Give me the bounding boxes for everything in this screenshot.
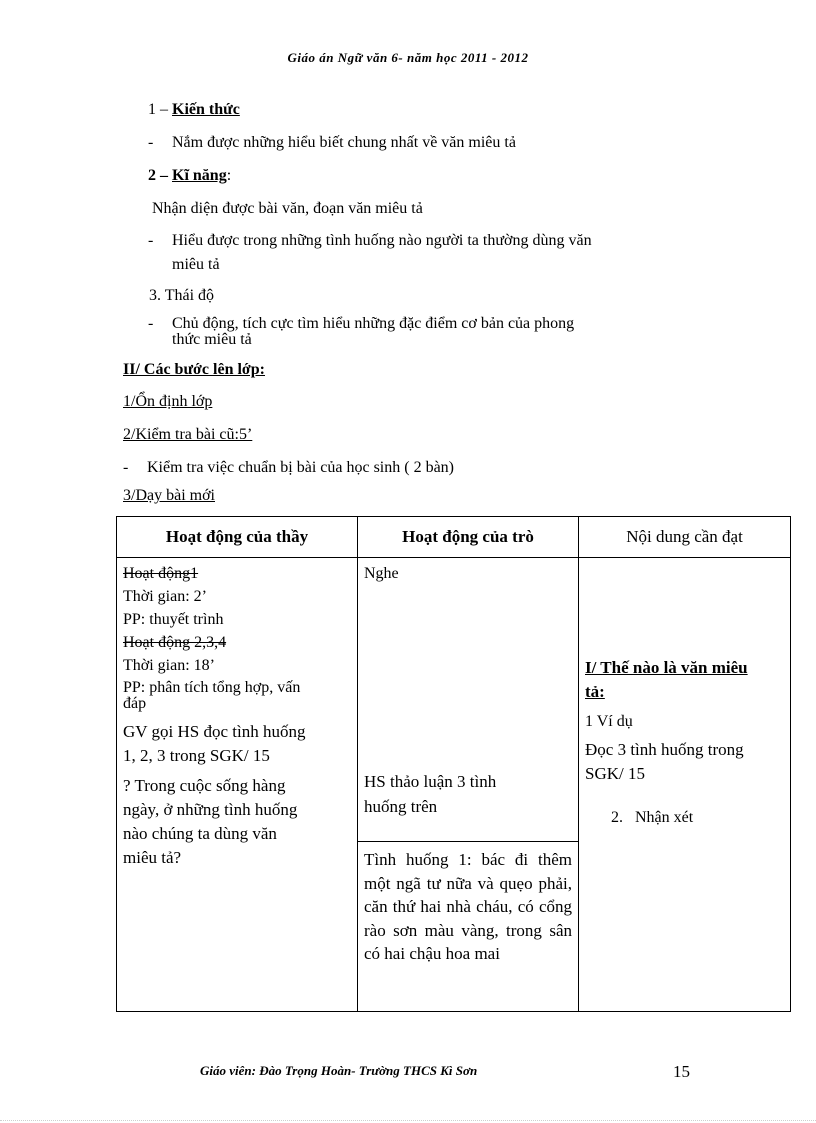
lesson-table	[116, 516, 791, 1012]
content-read	[585, 738, 784, 786]
page-footer: Giáo viên: Đào Trọng Hoàn- Trường THCS Kì Sơn	[200, 1063, 478, 1078]
attitude-item-text-1: Chủ động, tích cực tìm hiểu những đặc điểm cơ bản của phong	[172, 315, 575, 332]
content-cell	[579, 558, 791, 1012]
skills-heading	[148, 167, 231, 185]
header-teacher-text: Hoạt động của thầy	[165, 527, 309, 546]
student-cell	[358, 558, 579, 1012]
knowledge-item: - Nắm được những hiểu biết chung nhất về văn miêu tả	[148, 134, 516, 151]
skills-colon: :	[226, 167, 232, 184]
step-2-item-text: Kiểm tra việc chuẩn bị bài của học sinh ( 2 bàn)	[147, 459, 454, 476]
step-3: 3/Dạy bài mới	[123, 487, 215, 504]
header-student-text: Hoạt động của trò	[402, 527, 534, 546]
knowledge-heading	[148, 101, 240, 119]
table-header-row	[117, 517, 791, 558]
method-1: PP: thuyết trình	[123, 611, 224, 628]
skills-number: 2 –	[148, 167, 172, 184]
step-1: 1/Ổn định lớp	[123, 393, 213, 410]
student-discuss-line-1: HS thảo luận 3 tình	[364, 772, 497, 791]
method-2	[123, 680, 351, 712]
attitude-item-cont: thức miêu tả	[172, 331, 252, 348]
content-remark: 2. Nhận xét	[611, 809, 694, 826]
teacher-cell	[117, 558, 358, 1012]
step-2: 2/Kiểm tra bài cũ:5’	[123, 426, 253, 443]
steps-title: II/ Các bước lên lớp:	[123, 361, 265, 378]
content-heading	[585, 656, 784, 704]
attitude-heading: 3. Thái độ	[149, 287, 215, 304]
time-1: Thời gian: 2’	[123, 588, 207, 605]
teacher-instruction-line-2: 1, 2, 3 trong SGK/ 15	[123, 746, 270, 765]
teacher-question	[123, 774, 351, 870]
method-2-line-1: PP: phân tích tổng hợp, vấn	[123, 679, 301, 696]
teacher-instruction	[123, 720, 351, 768]
student-discuss-line-2: huống trên	[364, 797, 438, 816]
teacher-question-line-1: ? Trong cuộc sống hàng	[123, 776, 286, 795]
skills-line: Nhận diện được bài văn, đoạn văn miêu tả	[152, 200, 423, 217]
content-read-line-1: Đọc 3 tình huống trong	[585, 740, 744, 759]
teacher-instruction-line-1: GV gọi HS đọc tình huống	[123, 722, 306, 741]
page-number: 15	[673, 1062, 690, 1081]
knowledge-title: Kiến thức	[172, 101, 240, 118]
teacher-question-line-2: ngày, ở những tình huống	[123, 800, 298, 819]
student-discuss	[364, 769, 572, 819]
attitude-item: - Chủ động, tích cực tìm hiểu những đặc điểm cơ bản của phong	[148, 315, 575, 332]
activity-234: Hoạt động 2,3,4	[123, 634, 227, 651]
content-example: 1 Ví dụ	[585, 713, 633, 730]
header-teacher	[117, 517, 358, 558]
content-read-line-2: SGK/ 15	[585, 764, 645, 783]
situation-1: Tình huống 1: bác đi thêm một ngã tư nữa và quẹo phải, căn thứ hai nhà cháu, có cổng rào sơn màu vàng, trong sân có hai chậu hoa mai	[364, 850, 572, 963]
method-2-line-2: đáp	[123, 695, 147, 712]
knowledge-number: 1 –	[148, 101, 172, 118]
page-bottom-divider	[0, 1120, 816, 1121]
content-heading-line-2: tả:	[585, 682, 605, 701]
content-heading-line-1: I/ Thế nào là văn miêu	[585, 658, 748, 677]
student-listen: Nghe	[364, 565, 399, 582]
header-content-text: Nội dung cần đạt	[626, 527, 743, 546]
time-2: Thời gian: 18’	[123, 657, 215, 674]
activity-1: Hoạt động1	[123, 565, 199, 582]
teacher-question-line-4: miêu tả?	[123, 848, 182, 867]
step-2-item: - Kiểm tra việc chuẩn bị bài của học sinh ( 2 bàn)	[123, 459, 454, 476]
table-row	[117, 558, 791, 1012]
skills-item-text-1: Hiểu được trong những tình huống nào người ta thường dùng văn	[172, 232, 592, 249]
situation-1-box	[358, 841, 578, 966]
header-content	[579, 517, 791, 558]
header-student	[358, 517, 579, 558]
teacher-question-line-3: nào chúng ta dùng văn	[123, 824, 277, 843]
page-header: Giáo án Ngữ văn 6- năm học 2011 - 2012	[287, 50, 529, 65]
knowledge-item-text: Nắm được những hiểu biết chung nhất về văn miêu tả	[172, 134, 516, 151]
skills-title: Kĩ năng	[172, 167, 227, 184]
skills-item: - Hiểu được trong những tình huống nào người ta thường dùng văn	[148, 232, 592, 249]
skills-item-cont: miêu tả	[172, 256, 220, 273]
